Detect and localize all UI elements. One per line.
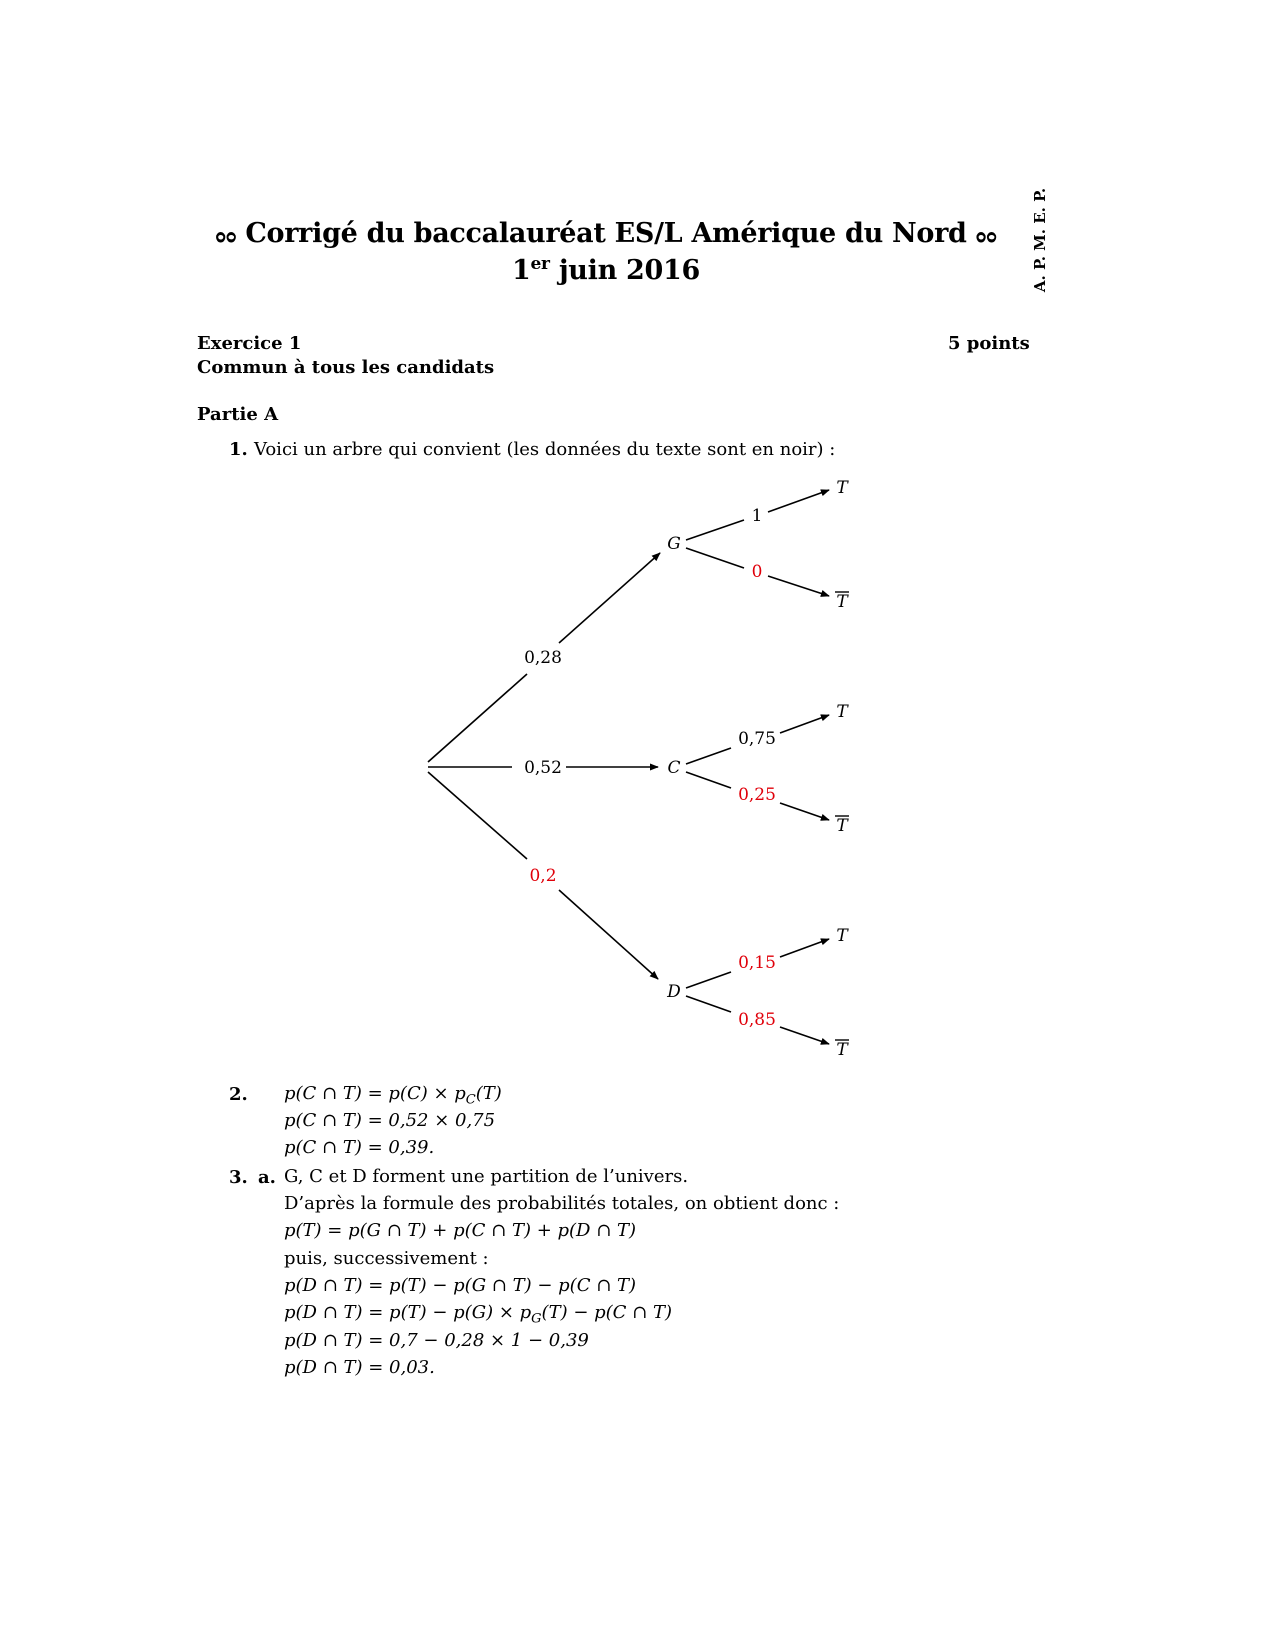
node-g: G [667, 534, 681, 554]
leaf-g-t: T [836, 478, 848, 498]
exercise-points: 5 points [948, 333, 1030, 354]
leaf-d-t: T [836, 926, 848, 946]
q3-line-2: D’après la formule des probabilités totales, on obtient donc : [284, 1193, 840, 1214]
prob-c-t: 0,75 [738, 729, 776, 749]
prob-c-tbar: 0,25 [738, 785, 776, 805]
edge-root-d-b [559, 890, 658, 979]
q3-line-6: p(D ∩ $T) = p(T) - p(G) \times p_G(T) - p(C$ ∩ T) [284, 1302, 672, 1327]
exercise-title: Exercice 1 [197, 333, 302, 354]
page-date: 1er juin 2016 [512, 254, 700, 286]
leaf-g-tbar: T [836, 592, 848, 612]
q3-sub: a. [258, 1167, 276, 1188]
q1-number: 1. [229, 439, 248, 460]
leaf-c-t: T [836, 702, 848, 722]
q2-number: 2. [229, 1084, 248, 1105]
edge-root-g-b [559, 553, 660, 643]
q3-line-3: p(T) = p(G ∩ T) + p(C ∩ T) + p(D ∩ T) [284, 1220, 637, 1241]
q2-line-1: p(C ∩ $T) = p(C) \times p_C(T)$ [284, 1083, 502, 1108]
q1-text: Voici un arbre qui convient (les données du texte sont en noir) : [254, 439, 836, 460]
prob-g-tbar: 0 [751, 562, 763, 582]
fleuron-left-icon: ೲ [215, 218, 237, 249]
prob-g: 0,28 [524, 648, 562, 668]
node-d: D [667, 982, 681, 1002]
prob-d-t: 0,15 [738, 953, 776, 973]
edge-root-d-a [428, 772, 527, 859]
prob-g-t: 1 [751, 506, 763, 526]
exercise-subtitle: Commun à tous les candidats [197, 357, 495, 378]
q3-line-5: p(D ∩ T) = p(T) − p(G ∩ T) − p(C ∩ T) [284, 1275, 637, 1296]
q3-number: 3. [229, 1167, 248, 1188]
q3-line-8: p(D ∩ T) = 0,03. [284, 1357, 435, 1378]
leaf-d-tbar: T [836, 1040, 848, 1060]
q2-line-2: p(C ∩ T) = 0,52 × 0,75 [284, 1110, 496, 1131]
q3-line-7: p(D ∩ T) = 0,7 − 0,28 × 1 − 0,39 [284, 1330, 589, 1351]
leaf-c-tbar: T [836, 816, 848, 836]
part-title: Partie A [197, 404, 279, 425]
prob-c: 0,52 [524, 758, 562, 778]
apmep-side-label: A. P. M. E. P. [1031, 187, 1049, 293]
title-line-1: Corrigé du baccalauréat ES/L Amérique du Nord [245, 218, 967, 249]
q2-line-3: p(C ∩ T) = 0,39. [284, 1137, 435, 1158]
edge-root-g-a [428, 674, 527, 762]
q3-line-4: puis, successivement : [284, 1248, 489, 1269]
prob-d: 0,2 [529, 866, 557, 886]
fleuron-right-icon: ೲ [975, 218, 997, 249]
q3-line-1: G, C et D forment une partition de l’univers. [284, 1166, 689, 1187]
node-c: C [667, 758, 681, 778]
prob-d-tbar: 0,85 [738, 1010, 776, 1030]
